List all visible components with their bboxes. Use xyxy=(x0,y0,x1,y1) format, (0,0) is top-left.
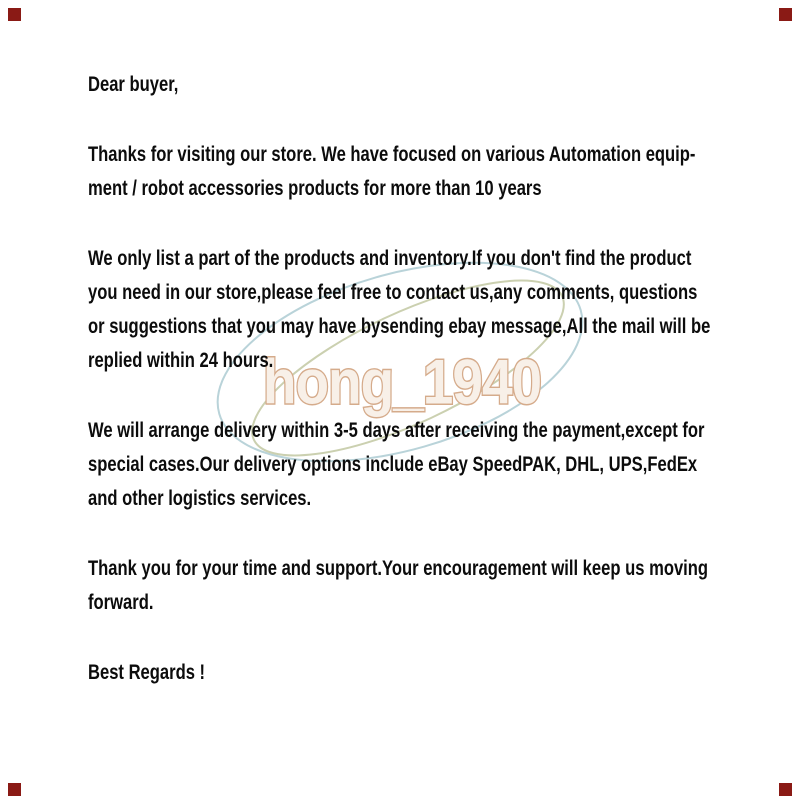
corner-marker-top-right xyxy=(779,8,792,21)
letter-line: ment / robot accessories products for more than 10 years xyxy=(88,177,542,200)
letter-line: Thank you for your time and support.Your encouragement will keep us moving xyxy=(88,557,709,580)
letter-line: Dear buyer, xyxy=(88,73,179,96)
corner-marker-bottom-right xyxy=(779,783,792,796)
letter-paragraph xyxy=(88,552,768,620)
letter-line: We only list a part of the products and inventory.If you don't find the product xyxy=(88,247,692,270)
letter-line: Thanks for visiting our store. We have focused on various Automation equip- xyxy=(88,143,696,166)
letter-line: forward. xyxy=(88,591,154,614)
letter-line: you need in our store,please feel free to contact us,any comments, questions xyxy=(88,281,698,304)
letter-line: replied within 24 hours. xyxy=(88,349,274,372)
letter-paragraph xyxy=(88,138,768,206)
corner-marker-top-left xyxy=(8,8,21,21)
letter-paragraph xyxy=(88,414,768,516)
letter-paragraph xyxy=(88,656,768,690)
letter-line: or suggestions that you may have bysending ebay message,All the mail will be xyxy=(88,315,711,338)
letter-line: Best Regards ! xyxy=(88,661,206,684)
corner-marker-bottom-left xyxy=(8,783,21,796)
watermark-text: hong_1940 xyxy=(262,346,542,418)
letter-line: We will arrange delivery within 3-5 days after receiving the payment,except for xyxy=(88,419,705,442)
letter-paragraph xyxy=(88,242,768,378)
letter-paragraph xyxy=(88,68,768,102)
letter-line: special cases.Our delivery options include eBay SpeedPAK, DHL, UPS,FedEx xyxy=(88,453,698,476)
letter-body xyxy=(88,68,768,726)
letter-line: and other logistics services. xyxy=(88,487,312,510)
